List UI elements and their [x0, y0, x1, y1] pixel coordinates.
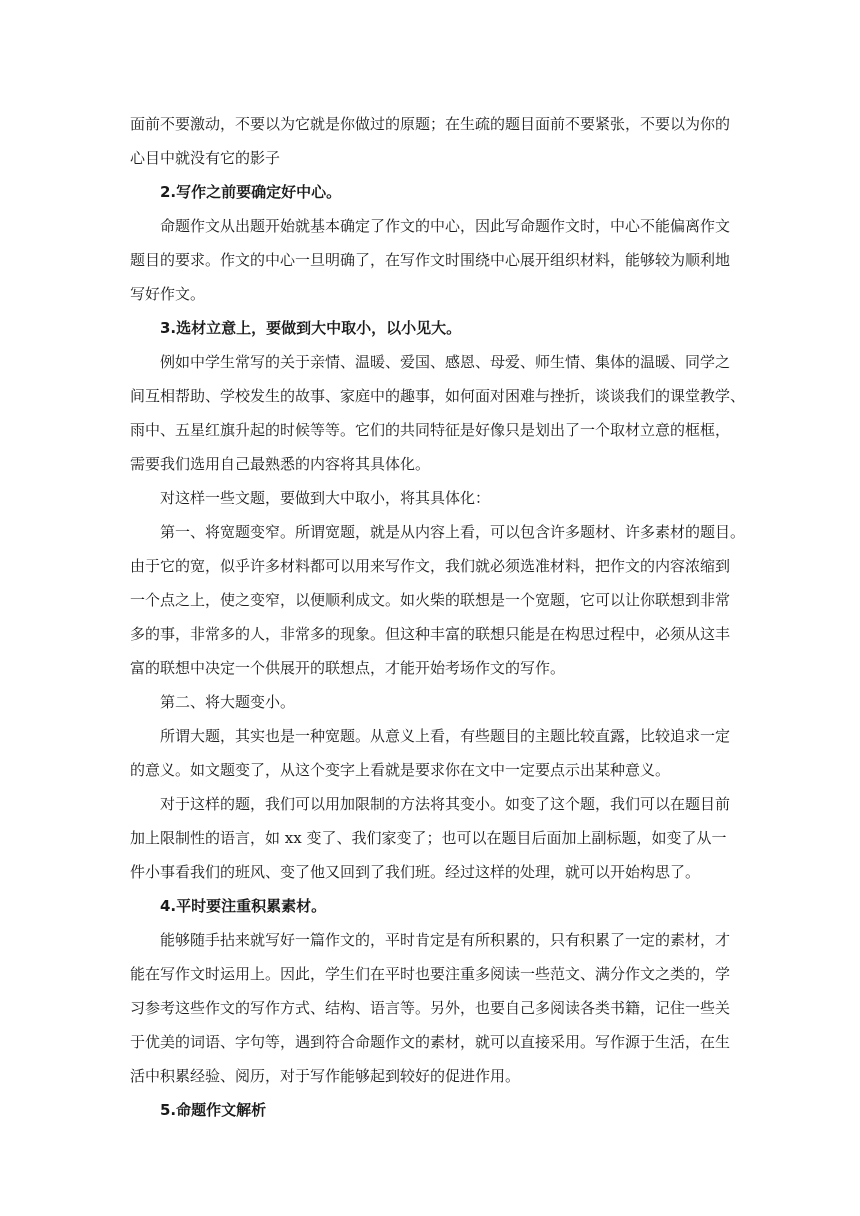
paragraph-line: 能在写作文时运用上。因此，学生们在平时也要注重多阅读一些范文、满分作文之类的，学: [130, 965, 731, 983]
paragraph-line: 命题作文从出题开始就基本确定了作文的中心，因此写命题作文时，中心不能偏离作文: [160, 217, 731, 235]
paragraph-line: 多的事，非常多的人，非常多的现象。但这种丰富的联想只能是在构思过程中，必须从这丰: [130, 625, 731, 643]
paragraph-line: 题目的要求。作文的中心一旦明确了，在写作文时围绕中心展开组织材料，能够较为顺利地: [130, 251, 731, 269]
paragraph-line: 习参考这些作文的写作方式、结构、语言等。另外，也要自己多阅读各类书籍，记住一些关: [130, 999, 731, 1017]
paragraph-line: 需要我们选用自己最熟悉的内容将其具体化。: [130, 455, 431, 473]
paragraph-line: 活中积累经验、阅历，对于写作能够起到较好的促进作用。: [130, 1067, 521, 1085]
paragraph-line: 第一、将宽题变窄。所谓宽题，就是从内容上看，可以包含许多题材、许多素材的题目。: [160, 523, 746, 541]
paragraph-line: 的意义。如文题变了，从这个变字上看就是要求你在文中一定要点示出某种意义。: [130, 761, 671, 779]
paragraph-line: 面前不要激动，不要以为它就是你做过的原题；在生疏的题目面前不要紧张，不要以为你的: [130, 115, 731, 133]
paragraph-line: 加上限制性的语言，如 xx 变了、我们家变了；也可以在题目后面加上副标题，如变了从一: [130, 829, 727, 847]
paragraph-line: 第二、将大题变小。: [160, 693, 296, 711]
paragraph-line: 心目中就没有它的影子: [130, 149, 281, 167]
section-heading: 3.选材立意上，要做到大中取小，以小见大。: [160, 319, 462, 337]
paragraph-line: 富的联想中决定一个供展开的联想点，才能开始考场作文的写作。: [130, 659, 566, 677]
paragraph-line: 对这样一些文题，要做到大中取小，将其具体化：: [160, 489, 491, 507]
paragraph-line: 能够随手拈来就写好一篇作文的，平时肯定是有所积累的，只有积累了一定的素材，才: [160, 931, 731, 949]
paragraph-line: 件小事看我们的班风、变了他又回到了我们班。经过这样的处理，就可以开始构思了。: [130, 863, 701, 881]
paragraph-line: 一个点之上，使之变窄，以便顺利成文。如火柴的联想是一个宽题，它可以让你联想到非常: [130, 591, 731, 609]
paragraph-line: 对于这样的题，我们可以用加限制的方法将其变小。如变了这个题，我们可以在题目前: [160, 795, 731, 813]
section-heading: 2.写作之前要确定好中心。: [160, 183, 342, 201]
paragraph-line: 于优美的词语、字句等，遇到符合命题作文的素材，就可以直接采用。写作源于生活，在生: [130, 1033, 731, 1051]
section-heading: 5.命题作文解析: [160, 1101, 267, 1119]
paragraph-line: 间互相帮助、学校发生的故事、家庭中的趣事，如何面对困难与挫折，谈谈我们的课堂教学、: [130, 387, 746, 405]
paragraph-line: 由于它的宽，似乎许多材料都可以用来写作文，我们就必须选准材料，把作文的内容浓缩到: [130, 557, 731, 575]
section-heading: 4.平时要注重积累素材。: [160, 897, 327, 915]
paragraph-line: 所谓大题，其实也是一种宽题。从意义上看，有些题目的主题比较直露，比较追求一定: [160, 727, 731, 745]
paragraph-line: 写好作文。: [130, 285, 206, 303]
paragraph-line: 雨中、五星红旗升起的时候等等。它们的共同特征是好像只是划出了一个取材立意的框框，: [130, 421, 731, 439]
paragraph-line: 例如中学生常写的关于亲情、温暖、爱国、感恩、母爱、师生情、集体的温暖、同学之: [160, 353, 731, 371]
